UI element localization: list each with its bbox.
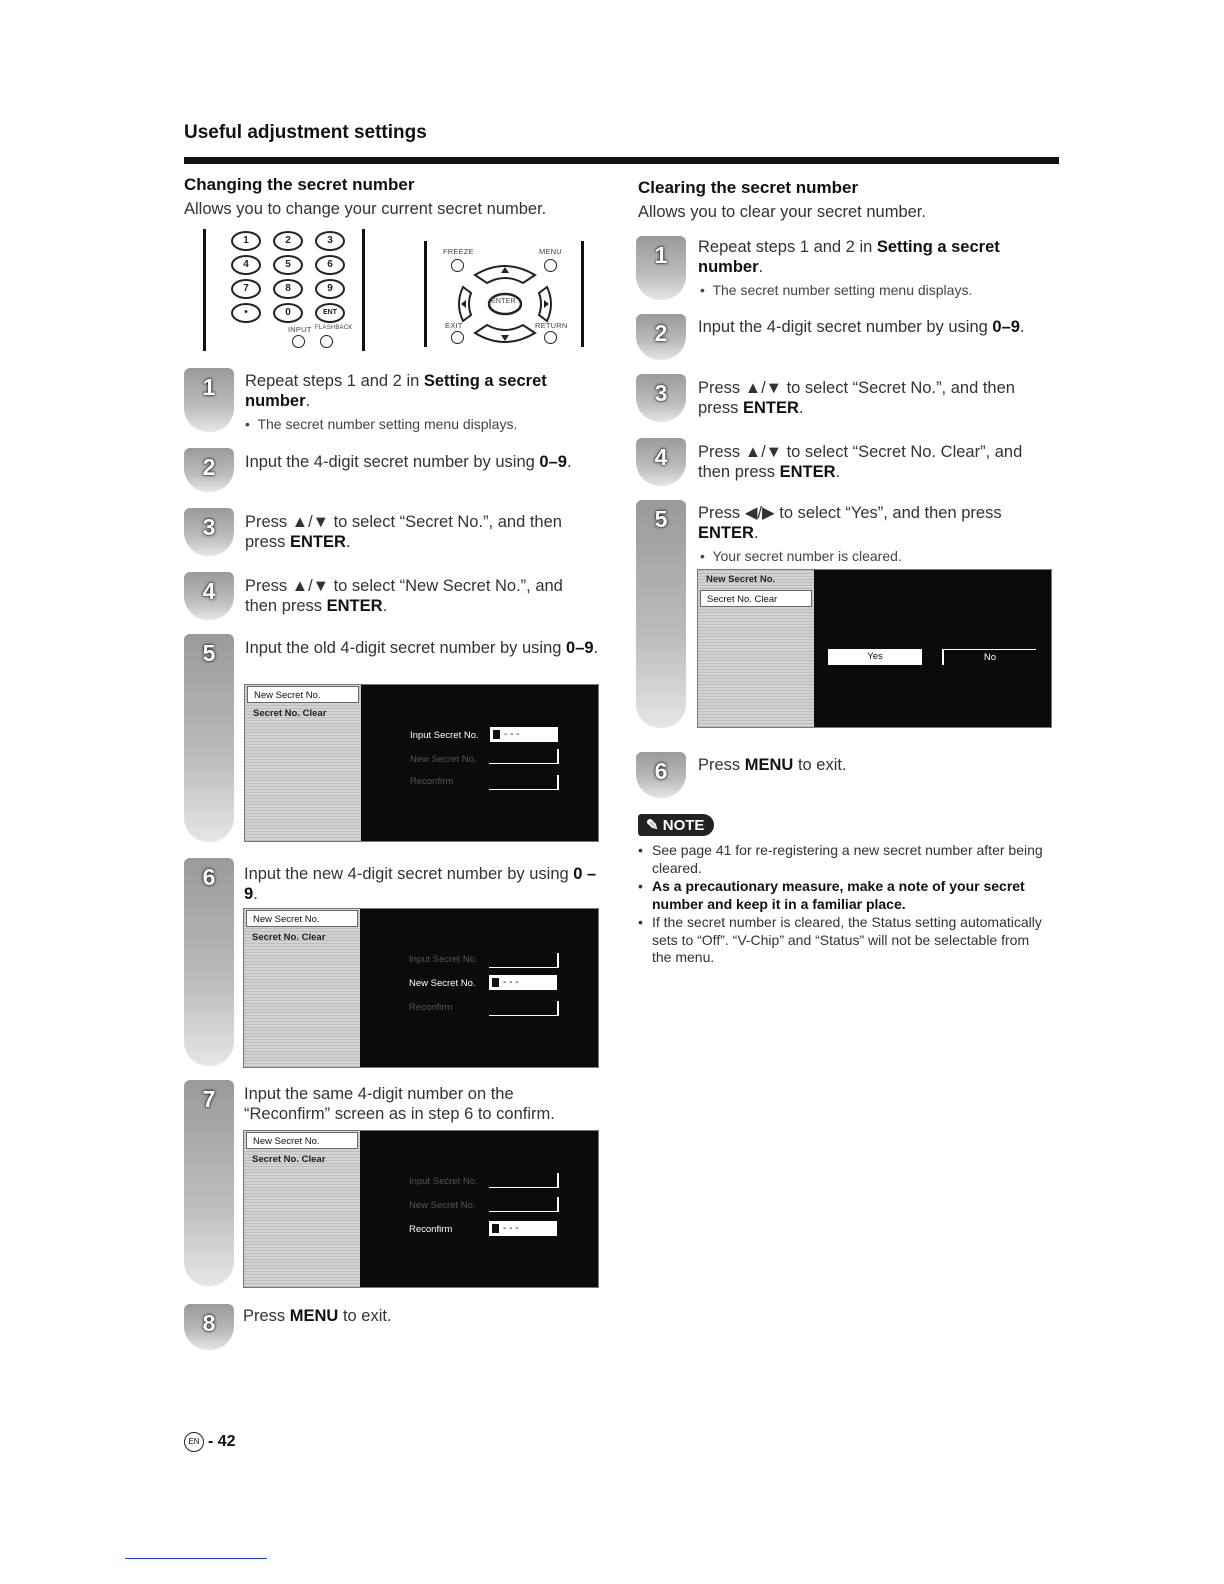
label-input-secret: Input Secret No. [409,954,478,965]
step-badge-left-1: 1 [184,368,234,432]
menu-label: MENU [539,247,562,256]
return-label: RETURN [535,321,568,330]
key-3-icon: 3 [315,231,345,251]
step-text-right-6: Press MENU to exit. [698,756,847,774]
header-rule [184,157,1059,164]
step-bullet-right-1: • The secret number setting menu displays. [700,282,973,298]
field-input-secret: - - - [490,727,558,742]
menu-screen-input-secret [244,684,599,842]
key-4-icon: 4 [231,255,261,275]
field-input-secret [489,1173,559,1188]
step-text-left-3: Press ▲/▼ to select “Secret No.”, and then press ENTER. [245,513,562,551]
label-reconfirm: Reconfirm [410,776,454,787]
input-button-icon [292,335,305,348]
menu-screen-new-secret [243,908,599,1068]
key-5-icon: 5 [273,255,303,275]
key-9-icon: 9 [315,279,345,299]
right-column-title: Clearing the secret number [638,178,859,197]
footer-link-line [125,1558,267,1559]
step-text-left-8: Press MENU to exit. [243,1307,392,1325]
step-badge-left-7: 7 [184,1080,234,1286]
step-text-right-2: Input the 4-digit secret number by using 0–9. [698,318,1025,336]
left-column-desc: Allows you to change your current secret number. [184,200,547,218]
menu-screen-reconfirm [243,1130,599,1288]
navpad-illustration [424,241,584,347]
key-2-icon: 2 [273,231,303,251]
key-0-icon: 0 [273,303,303,323]
menu-item-secret-clear: Secret No. Clear [252,932,326,943]
field-input-secret [489,953,559,968]
section-title: Useful adjustment settings [184,122,427,143]
field-reconfirm [489,775,559,790]
step-text-right-1: Repeat steps 1 and 2 in Setting a secret number. [698,238,1000,276]
step-text-right-3: Press ▲/▼ to select “Secret No.”, and then press ENTER. [698,379,1015,417]
label-reconfirm: Reconfirm [409,1224,453,1235]
menu-item-new-secret: New Secret No. [706,574,776,585]
key-dot-icon: • [231,303,261,323]
step-text-left-6: Input the new 4-digit secret number by using 0 –9. [244,865,597,903]
field-reconfirm: - - - [489,1221,557,1236]
flashback-label: FLASHBACK [315,325,353,331]
menu-item-secret-clear: Secret No. Clear [700,590,812,607]
step-badge-left-2: 2 [184,448,234,492]
note-list [638,842,1048,968]
field-new-secret: - - - [489,975,557,990]
label-new-secret: New Secret No. [409,978,476,989]
yes-button[interactable]: Yes [828,649,922,665]
right-column-desc: Allows you to clear your secret number. [638,203,926,221]
step-text-left-5: Input the old 4-digit secret number by using 0–9. [245,639,599,657]
key-7-icon: 7 [231,279,261,299]
exit-label: EXIT [445,321,463,330]
key-ent-icon: ENT [315,303,345,323]
label-reconfirm: Reconfirm [409,1002,453,1013]
pencil-icon: ✎ [646,817,659,834]
note-item-2: • As a precautionary measure, make a note of your secret number and keep it in a familiar place. [638,878,1048,913]
menu-item-secret-clear: Secret No. Clear [253,708,327,719]
note-item-3: • If the secret number is cleared, the Status setting automatically sets to “Off”. “V-Chip” and “Status” will not be selectable from the menu. [638,914,1048,967]
step-text-right-4: Press ▲/▼ to select “Secret No. Clear”, and then press ENTER. [698,443,1023,481]
key-1-icon: 1 [231,231,261,251]
field-new-secret [489,1197,559,1212]
step-bullet-left-1: • The secret number setting menu displays. [245,416,518,432]
no-button[interactable]: No [942,649,1036,665]
enter-label: ENTER [491,298,516,305]
input-label: INPUT [288,325,312,334]
menu-item-new-secret: New Secret No. [246,910,358,927]
flashback-button-icon [320,335,333,348]
step-text-right-5: Press ◀/▶ to select “Yes”, and then press ENTER. [698,504,1002,542]
step-badge-right-4: 4 [636,438,686,486]
label-input-secret: Input Secret No. [410,730,479,741]
page-number: - 42 [208,1433,236,1451]
step-badge-left-8: 8 [184,1304,234,1350]
freeze-label: FREEZE [443,247,474,256]
step-text-left-2: Input the 4-digit secret number by using 0–9. [245,453,572,471]
menu-screen-clear-confirm [697,569,1052,728]
field-new-secret [489,749,559,764]
field-reconfirm [489,1001,559,1016]
note-item-1: • See page 41 for re-registering a new secret number after being cleared. [638,842,1048,877]
label-new-secret: New Secret No. [410,754,477,765]
page-footer [184,1432,236,1452]
step-text-left-7: Input the same 4-digit number on the “Reconfirm” screen as in step 6 to confirm. [244,1085,555,1123]
step-badge-right-3: 3 [636,374,686,422]
left-column-title: Changing the secret number [184,175,415,194]
step-badge-right-5: 5 [636,500,686,728]
menu-item-secret-clear: Secret No. Clear [252,1154,326,1165]
return-button-icon [544,331,557,344]
label-new-secret: New Secret No. [409,1200,476,1211]
key-6-icon: 6 [315,255,345,275]
en-language-icon: EN [184,1432,204,1452]
menu-item-new-secret: New Secret No. [246,1132,358,1149]
step-text-left-1: Repeat steps 1 and 2 in Setting a secret number. [245,372,547,410]
note-badge: ✎ NOTE [638,814,714,836]
step-badge-right-2: 2 [636,314,686,360]
keypad-illustration [203,229,365,351]
step-badge-left-5: 5 [184,634,234,842]
step-badge-left-3: 3 [184,508,234,556]
step-badge-left-6: 6 [184,858,234,1066]
menu-item-new-secret: New Secret No. [247,686,359,703]
step-bullet-right-5: • Your secret number is cleared. [700,548,902,564]
step-badge-right-6: 6 [636,752,686,798]
exit-button-icon [451,331,464,344]
step-badge-left-4: 4 [184,572,234,620]
label-input-secret: Input Secret No. [409,1176,478,1187]
step-badge-right-1: 1 [636,236,686,300]
step-text-left-4: Press ▲/▼ to select “New Secret No.”, and then press ENTER. [245,577,563,615]
key-8-icon: 8 [273,279,303,299]
